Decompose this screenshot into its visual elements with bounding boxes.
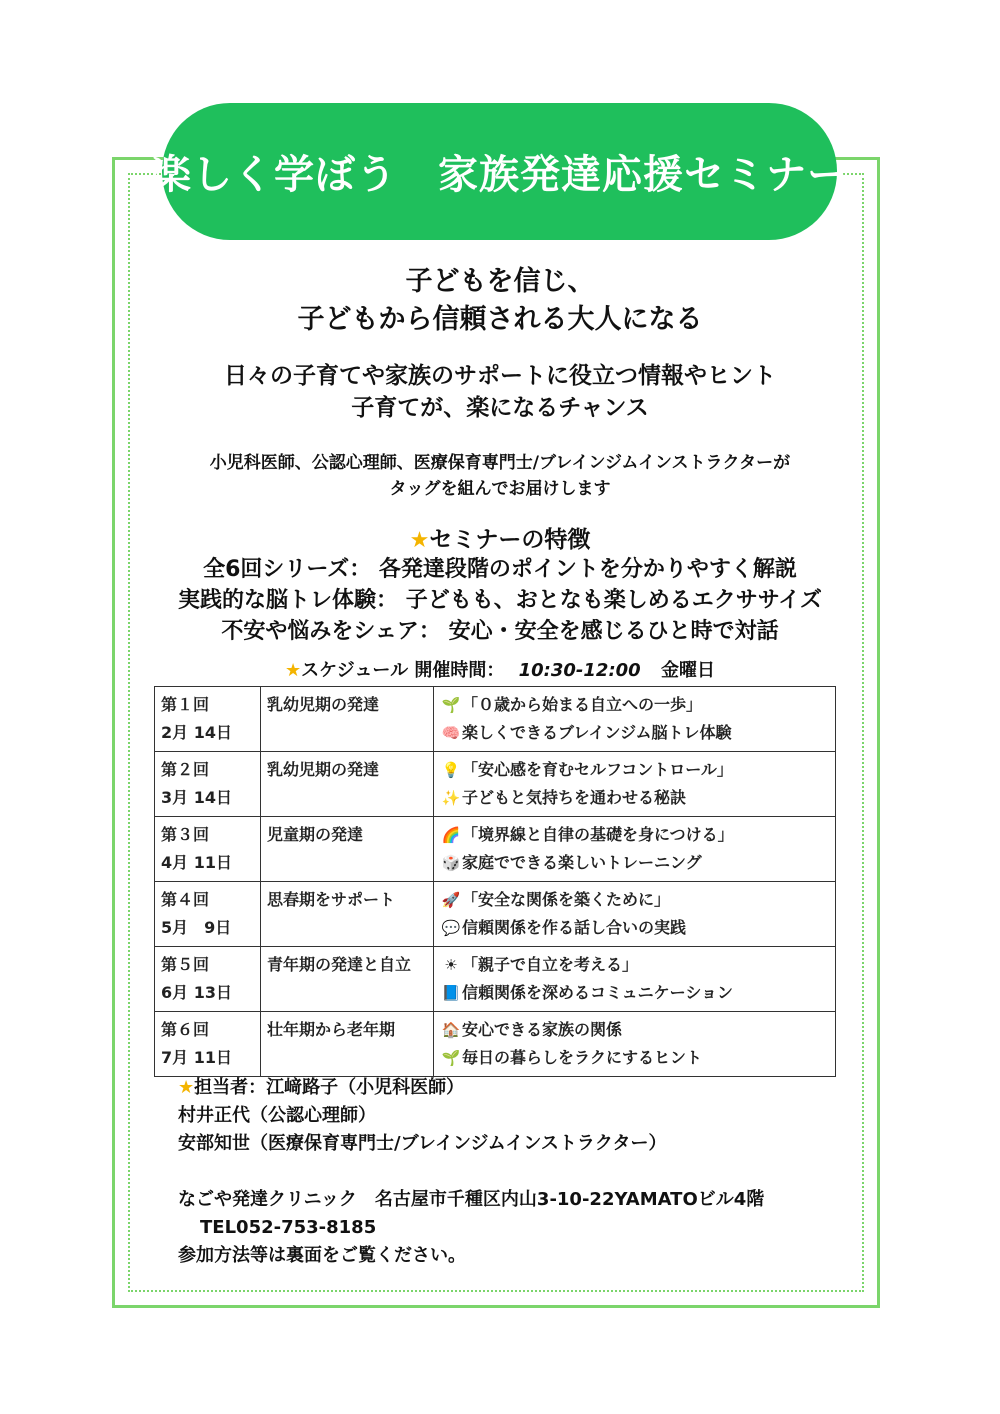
sub-line2: 子育てが、楽になるチャンス	[351, 395, 649, 421]
staff-line2: 村井正代（公認心理師）	[178, 1105, 376, 1126]
stage-cell	[261, 947, 434, 1012]
sprout-icon: 🌱	[441, 696, 461, 714]
session-number: 第２回	[161, 760, 210, 779]
headline-line2: 子どもから信頼される大人になる	[297, 304, 703, 335]
clinic-tel: TEL052-753-8185	[200, 1217, 377, 1238]
topic-cell	[434, 1012, 836, 1077]
session-number: 第３回	[161, 825, 210, 844]
lightbulb-icon: 💡	[441, 761, 461, 779]
session-topic-sub: 毎日の暮らしをラクにするヒント	[462, 1048, 703, 1067]
schedule-table	[154, 686, 836, 1077]
brain-icon: 🧠	[441, 724, 461, 742]
table-row	[155, 687, 836, 752]
session-stage: 青年期の発達と自立	[267, 955, 412, 974]
session-number: 第４回	[161, 890, 210, 909]
session-date: 7月 11日	[161, 1048, 232, 1067]
session-topic-main: 「安全な関係を築くために」	[462, 890, 671, 909]
features-title	[128, 521, 872, 554]
topic-cell	[434, 817, 836, 882]
features-title-text: セミナーの特徴	[429, 527, 591, 553]
star-icon: ★	[285, 660, 302, 681]
stage-cell	[261, 752, 434, 817]
session-topic-main: 「０歳から始まる自立への一歩」	[462, 695, 703, 714]
session-date: 3月 14日	[161, 788, 232, 807]
intro-line2: タッグを組んでお届けします	[389, 479, 611, 499]
session-topic-sub: 信頼関係を深めるコミュニケーション	[462, 983, 734, 1002]
session-cell	[155, 817, 261, 882]
session-topic-sub: 楽しくできるブレインジム脳トレ体験	[462, 723, 732, 742]
features-list	[120, 554, 880, 647]
feature-item: 実践的な脳トレ体験： 子どもも、おとなも楽しめるエクササイズ	[178, 588, 822, 613]
session-topic-main: 安心できる家族の関係	[462, 1020, 623, 1039]
schedule-title-text: スケジュール 開催時間：	[301, 660, 505, 681]
session-topic-main: 「親子で自立を考える」	[462, 955, 639, 974]
session-topic-sub: 家庭でできる楽しいトレーニング	[462, 853, 702, 872]
staff-line1: 担当者：江﨑路子（小児科医師）	[194, 1077, 465, 1098]
feature-item: 不安や悩みをシェア： 安心・安全を感じるひと時で対話	[221, 619, 779, 644]
title-banner	[151, 103, 848, 240]
subheadline	[128, 360, 872, 424]
staff-line3: 安部知世（医療保育専門士/ブレインジムインストラクター）	[178, 1133, 667, 1154]
session-cell	[155, 882, 261, 947]
sun-icon: ☀	[444, 956, 458, 974]
session-number: 第６回	[161, 1020, 210, 1039]
topic-cell	[434, 882, 836, 947]
topic-cell	[434, 947, 836, 1012]
dice-icon: 🎲	[441, 854, 461, 872]
session-stage: 思春期をサポート	[267, 890, 396, 909]
table-row	[155, 882, 836, 947]
session-date: 6月 13日	[161, 983, 232, 1002]
table-row	[155, 947, 836, 1012]
rocket-icon: 🚀	[441, 891, 461, 909]
sub-line1: 日々の子育てや家族のサポートに役立つ情報やヒント	[224, 363, 776, 389]
session-stage: 乳幼児期の発達	[267, 695, 380, 714]
headline	[128, 263, 872, 339]
schedule-title	[128, 656, 872, 682]
session-topic-sub: 信頼関係を作る話し合いの実践	[462, 918, 687, 937]
house-icon: 🏠	[441, 1021, 461, 1039]
stage-cell	[261, 882, 434, 947]
sprout-icon: 🌱	[441, 1049, 461, 1067]
sparkles-icon: ✨	[441, 789, 461, 807]
session-cell	[155, 947, 261, 1012]
stage-cell	[261, 817, 434, 882]
session-topic-main: 「安心感を育むセルフコントロール」	[462, 760, 733, 779]
session-number: 第１回	[161, 695, 210, 714]
headline-line1: 子どもを信じ、	[405, 266, 595, 297]
feature-item: 全6回シリーズ： 各発達段階のポイントを分かりやすく解説	[203, 557, 797, 582]
session-stage: 乳幼児期の発達	[267, 760, 380, 779]
session-number: 第５回	[161, 955, 210, 974]
topic-cell	[434, 752, 836, 817]
session-date: 5月 9日	[161, 918, 232, 937]
stage-cell	[261, 687, 434, 752]
session-topic-main: 「境界線と自律の基礎を身につける」	[462, 825, 734, 844]
session-cell	[155, 752, 261, 817]
session-date: 4月 11日	[161, 853, 232, 872]
schedule-day: 金曜日	[660, 660, 715, 681]
rainbow-icon: 🌈	[441, 826, 461, 844]
session-date: 2月 14日	[161, 723, 232, 742]
book-icon: 📘	[441, 984, 461, 1002]
table-row	[155, 817, 836, 882]
table-row	[155, 752, 836, 817]
stage-cell	[261, 1012, 434, 1077]
session-cell	[155, 687, 261, 752]
clinic-note: 参加方法等は裏面をご覧ください。	[178, 1245, 466, 1266]
clinic-block	[178, 1186, 764, 1270]
clinic-address: なごや発達クリニック 名古屋市千種区内山3-10-22YAMATOビル4階	[178, 1189, 765, 1210]
star-icon: ★	[178, 1077, 195, 1098]
intro-text	[128, 450, 872, 502]
intro-line1: 小児科医師、公認心理師、医療保育専門士/ブレインジムインストラクターが	[209, 453, 791, 473]
table-row	[155, 1012, 836, 1077]
speech-bubble-icon: 💬	[441, 919, 461, 937]
topic-cell	[434, 687, 836, 752]
session-cell	[155, 1012, 261, 1077]
staff-block	[178, 1074, 667, 1158]
star-icon: ★	[409, 528, 430, 553]
banner-title: 楽しく学ぼう 家族発達応援セミナー	[151, 152, 848, 198]
schedule-time: 10:30-12:00	[518, 660, 641, 681]
session-stage: 壮年期から老年期	[267, 1020, 396, 1039]
session-topic-sub: 子どもと気持ちを通わせる秘訣	[462, 788, 687, 807]
session-stage: 児童期の発達	[267, 825, 364, 844]
